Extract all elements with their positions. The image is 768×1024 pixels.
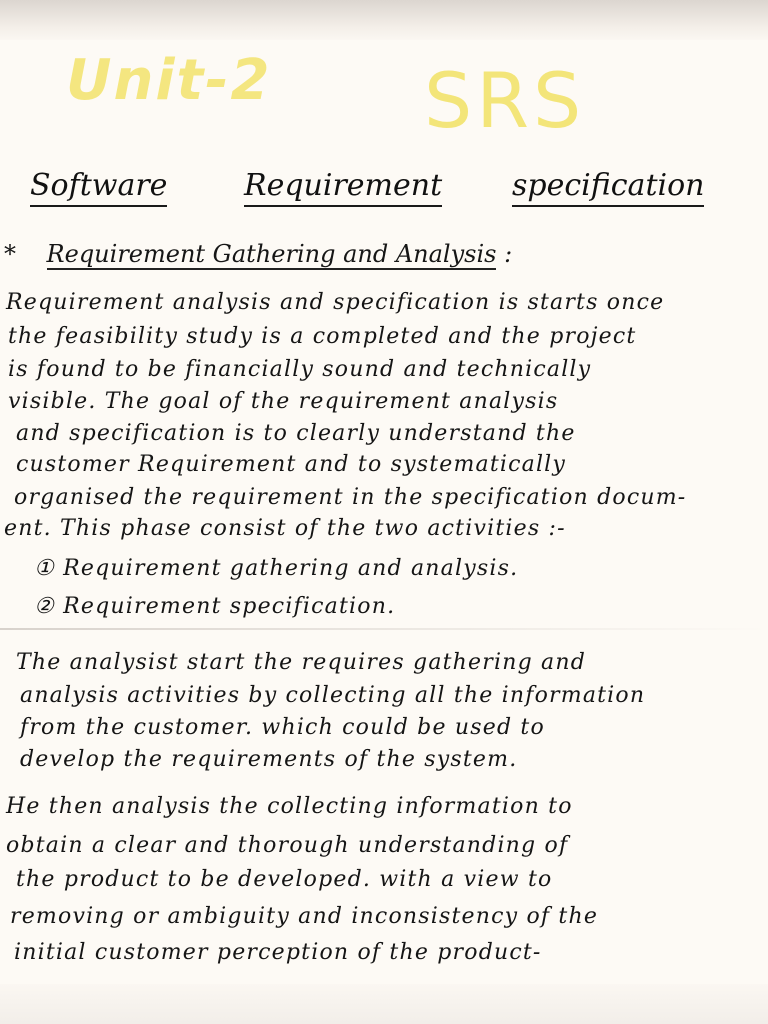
page-top-edge bbox=[0, 0, 768, 40]
title-word-software: Software bbox=[30, 168, 167, 207]
paragraph2-line: from the customer. which could be used to bbox=[20, 715, 545, 740]
unit-highlight-text: Unit-2 bbox=[66, 48, 272, 113]
heading-bullet: * bbox=[4, 240, 16, 268]
paragraph3-line: the product to be developed. with a view to bbox=[16, 867, 553, 892]
paragraph1-line: is found to be financially sound and technically bbox=[8, 357, 592, 382]
srs-highlight-text: SRS bbox=[424, 56, 586, 145]
paragraph3-line: removing or ambiguity and inconsistency of the bbox=[10, 904, 599, 929]
paragraph2-line: analysis activities by collecting all the information bbox=[20, 683, 646, 708]
page-bottom-edge bbox=[0, 984, 768, 1024]
paragraph1-line: Requirement analysis and specification is starts once bbox=[6, 290, 665, 315]
activity-item-2: ② Requirement specification. bbox=[34, 594, 396, 619]
paragraph1-line: and specification is to clearly understand the bbox=[16, 421, 576, 446]
paragraph1-line: customer Requirement and to systematically bbox=[16, 452, 567, 477]
paragraph1-line: organised the requirement in the specification docum- bbox=[14, 485, 687, 510]
title-word-requirement: Requirement bbox=[244, 168, 442, 207]
paragraph2-line: develop the requirements of the system. bbox=[20, 747, 518, 772]
paragraph1-line: ent. This phase consist of the two activities :- bbox=[4, 516, 566, 541]
paragraph2-line: The analysist start the requires gathering and bbox=[16, 650, 587, 675]
title-word-specification: specification bbox=[512, 168, 704, 207]
heading-text: Requirement Gathering and Analysis bbox=[46, 240, 497, 268]
paragraph1-line: visible. The goal of the requirement analysis bbox=[8, 389, 559, 414]
page-crease bbox=[0, 628, 768, 630]
section-heading bbox=[4, 240, 512, 268]
paragraph3-line: initial customer perception of the product- bbox=[14, 940, 542, 965]
paragraph1-line: the feasibility study is a completed and the project bbox=[8, 324, 637, 349]
paragraph3-line: obtain a clear and thorough understanding of bbox=[6, 833, 569, 858]
paragraph3-line: He then analysis the collecting information to bbox=[6, 794, 573, 819]
heading-colon: : bbox=[504, 240, 513, 268]
activity-item-1: ① Requirement gathering and analysis. bbox=[34, 556, 519, 581]
